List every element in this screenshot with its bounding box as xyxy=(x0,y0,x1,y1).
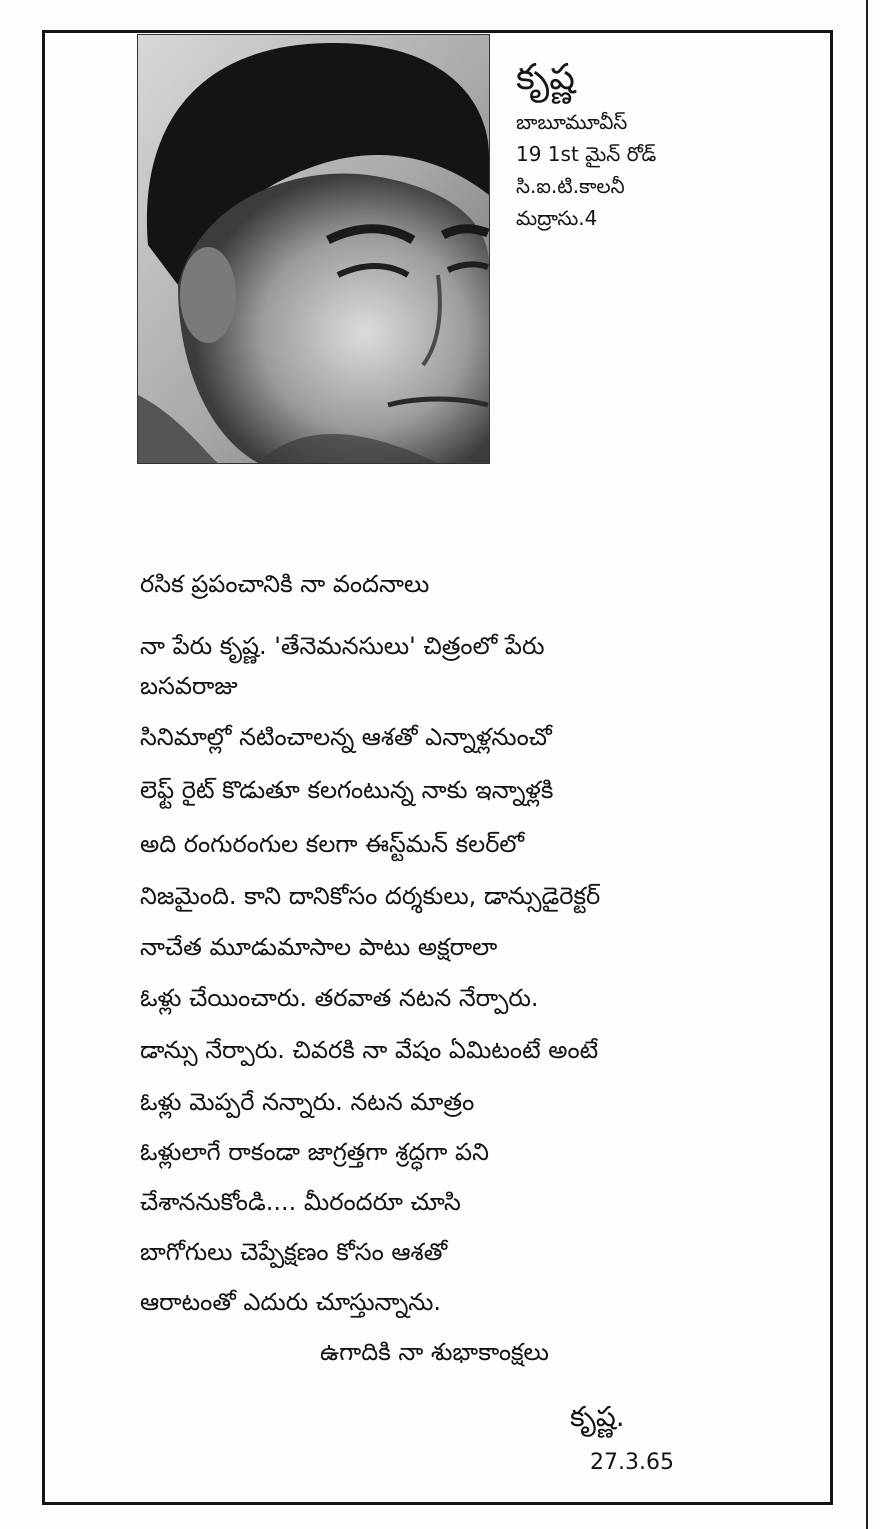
signature-name: కృష్ణ. xyxy=(570,1400,625,1433)
letter-line: ఓళ్లులాగే రాకండా జాగ్రత్తగా శ్రద్ధగా పని xyxy=(140,1138,489,1166)
address-line-2: 19 1st మైన్ రోడ్ xyxy=(516,142,657,166)
letter-line: రసిక ప్రపంచానికి నా వందనాలు xyxy=(140,570,430,598)
address-line-3: సి.ఐ.టి.కాలనీ xyxy=(516,174,625,198)
letter-line: బసవరాజు xyxy=(140,672,238,700)
letter-line: బాగోగులు చెప్పేక్షణం కోసం ఆశతో xyxy=(140,1238,448,1266)
sender-header xyxy=(516,58,776,234)
letter-line: అది రంగురంగుల కలగా ఈస్ట్‌మన్ కలర్‌లో xyxy=(140,830,525,858)
letter-line: లెఫ్ట్ రైట్ కొడుతూ కలగంటున్న నాకు ఇన్నాళ్లకి xyxy=(140,776,554,804)
letter-line: ఓళ్లు చేయించారు. తరవాత నటన నేర్పారు. xyxy=(140,984,539,1012)
letter-line: ఓళ్లు మెప్పరే నన్నారు. నటన మాత్రం xyxy=(140,1088,475,1116)
portrait-photo xyxy=(137,34,490,464)
letter-line: ఉగాదికి నా శుభాకాంక్షలు xyxy=(320,1338,549,1366)
letter-line: నా పేరు కృష్ణ. 'తేనెమనసులు' చిత్రంలో పేరు xyxy=(140,632,545,660)
signature-date: 27.3.65 xyxy=(590,1450,674,1475)
letter-line: డాన్సు నేర్పారు. చివరకి నా వేషం ఏమిటంటే అంటే xyxy=(140,1036,599,1064)
address-line-1: బాబూమూవీస్ xyxy=(516,110,628,134)
letter-line: నిజమైంది. కాని దానికోసం దర్శకులు, డాన్సుడైరెక్టర్ xyxy=(140,882,601,910)
page-edge-rule xyxy=(866,0,868,1529)
address-line-4: మద్రాసు.4 xyxy=(516,206,598,230)
letter-line: సినిమాల్లో నటించాలన్న ఆశతో ఎన్నాళ్లనుంచో xyxy=(140,723,552,751)
letter-line: నాచేత మూడుమాసాల పాటు అక్షరాలా xyxy=(140,933,498,961)
letter-line: చేశాననుకోండి.... మీరందరూ చూసి xyxy=(140,1188,461,1216)
letter-line: ఆరాటంతో ఎదురు చూస్తున్నాను. xyxy=(140,1288,442,1316)
sender-name: కృష్ణ xyxy=(516,57,575,98)
